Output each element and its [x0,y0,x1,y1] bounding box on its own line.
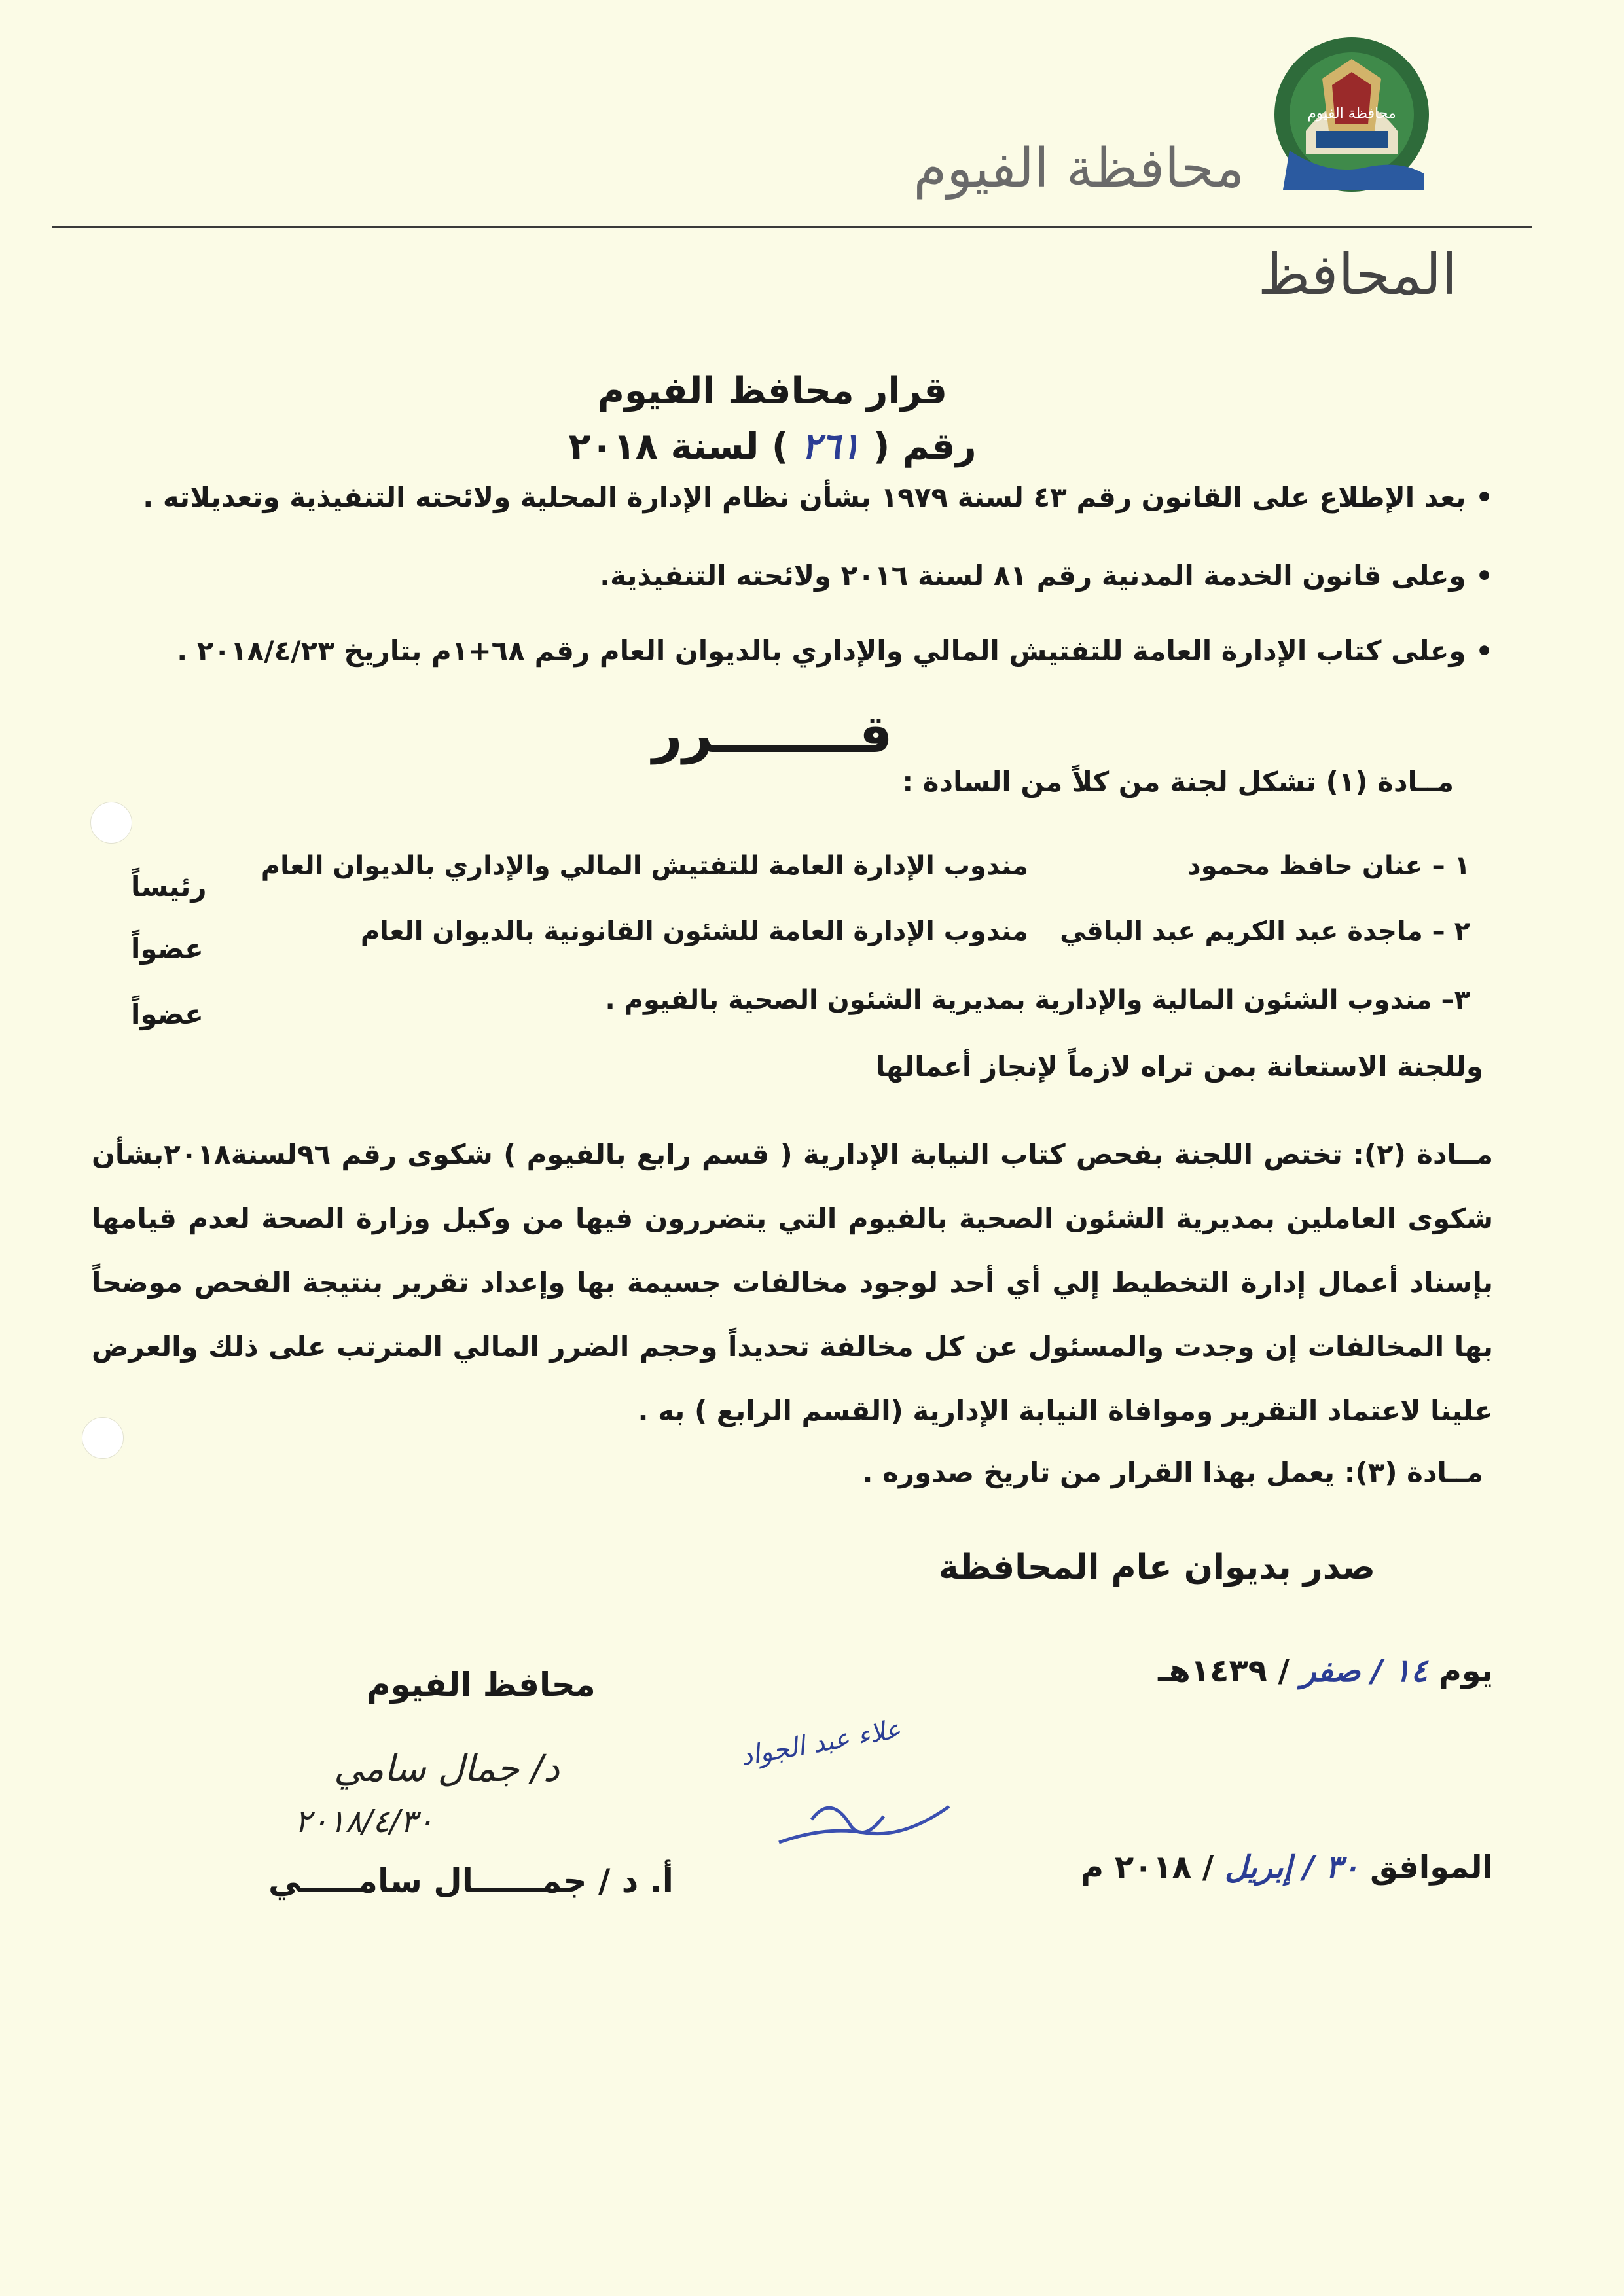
gregorian-date-year: / ٢٠١٨ م [1080,1849,1214,1886]
signatory-handwritten-name: د/ جمال سامي [334,1748,560,1790]
member-name: ١ – عنان حافظ محمود [1187,851,1470,881]
punch-hole [82,1417,124,1459]
hijri-date-prefix: يوم [1438,1653,1493,1689]
hijri-date [1158,1653,1493,1689]
signatory-title: محافظ الفيوم [367,1666,596,1704]
reviewer-handwritten-name: علاء عبد الجواد [738,1713,903,1772]
member-description: مندوب الإدارة العامة للشئون القانونية بالديوان العام [360,916,1028,946]
decision-number-suffix: ) لسنة ٢٠١٨ [568,425,789,468]
preamble-line: • بعد الإطلاع على القانون رقم ٤٣ لسنة ١٩٧٩ بشأن نظام الإدارة المحلية ولائحته التنفيذية وتعديلاته . [143,481,1493,513]
signatory-handwritten-date: ٢٠١٨/٤/٣٠ [295,1803,434,1840]
preamble-line: • وعلى قانون الخدمة المدنية رقم ٨١ لسنة ٢٠١٦ ولائحته التنفيذية. [600,560,1493,592]
decision-number-prefix: رقم ( [873,425,977,468]
gregorian-date [1081,1849,1493,1886]
governorate-seal-logo [1270,33,1434,196]
decision-title: قرار محافظ الفيوم [597,370,948,412]
member-role: عضواً [131,933,204,965]
preamble-line: • وعلى كتاب الإدارة العامة للتفتيش المالي والإداري بالديوان العام رقم ٦٨+١م بتاريخ ٢٠١٨/٤/٢٣ . [177,635,1493,667]
member-name: ٣– مندوب الشئون المالية والإدارية بمديرية الشئون الصحية بالفيوم . [605,985,1470,1015]
governor-office-heading: المحافظ [1257,242,1457,308]
svg-text:محافظة الفيوم: محافظة الفيوم [1307,105,1396,122]
punch-hole [90,802,132,844]
article-1-heading: مــادة (١) تشكل لجنة من كلاً من السادة : [902,766,1454,798]
issued-statement: صدر بديوان عام المحافظة [938,1548,1375,1587]
article-1-note: وللجنة الاستعانة بمن تراه لازماً لإنجاز أعمالها [875,1050,1483,1083]
reviewer-signature-scribble [772,1780,956,1859]
decides-heading: قــــــــرر [652,704,893,764]
hijri-date-handwritten: ١٤ / صفر [1300,1653,1428,1689]
member-name: ٢ – ماجدة عبد الكريم عبد الباقي [1060,916,1470,946]
article-3-text: مــادة (٣): يعمل بهذا القرار من تاريخ صدوره . [862,1456,1483,1488]
decision-number [511,425,1034,468]
member-description: مندوب الإدارة العامة للتفتيش المالي والإداري بالديوان العام [261,851,1028,881]
hijri-date-year: / ١٤٣٩هـ [1158,1653,1290,1689]
signatory-name: أ. د / جمــــــال سامـــــي [268,1862,674,1900]
gregorian-date-handwritten: ٣٠ / إبريل [1224,1849,1360,1886]
article-2-text: مــادة (٢): تختص اللجنة بفحص كتاب النيابة الإدارية ( قسم رابع بالفيوم ) شكوى رقم ٩٦لسنة٢٠١٨بشأن شكوى العاملين بمديرية الشئون الصحية بالفيوم التي يتضررون فيها من وكيل وزارة الصحة لعدم قيامها بإسناد أعمال إدارة التخطيط إلي أي أحد لوجود مخالفات جسيمة بها وإعداد تقرير بنتيجة الفحص موضحاً بها المخالفات إن وجدت والمسئول عن كل مخالفة تحديداً وحجم الضرر المالي المترتب على ذلك والعرض علينا لاعتماد التقرير وموافاة النيابة الإدارية (القسم الرابع ) به . [92,1138,1493,1427]
gregorian-date-prefix: الموافق [1370,1849,1493,1886]
governorate-heading: محافظة الفيوم [913,137,1244,200]
member-role: عضواً [131,998,204,1030]
header-divider [52,226,1532,228]
decision-number-handwritten: ٢٦١ [801,425,861,468]
member-role: رئيساً [131,870,207,903]
